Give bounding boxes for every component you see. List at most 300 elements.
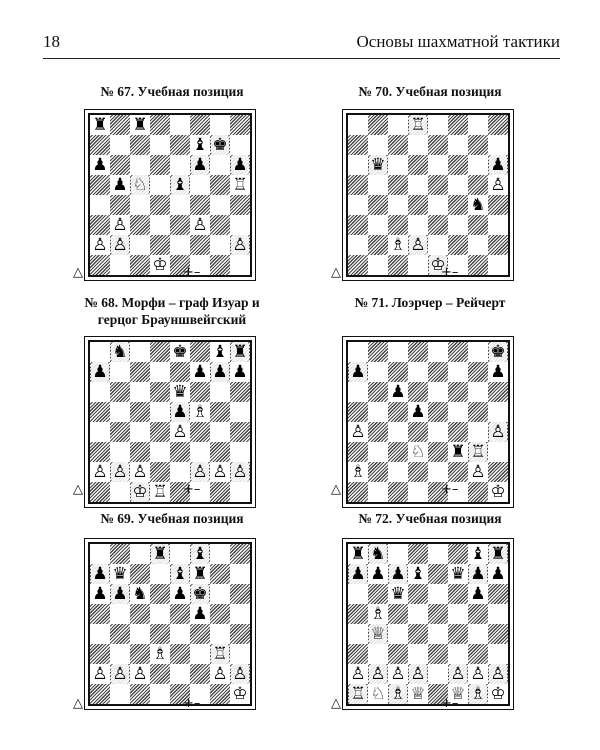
- board-square: [130, 195, 150, 215]
- board-square: [170, 155, 190, 175]
- board-square: [130, 564, 150, 584]
- diagram-title: № 72. Учебная позиция: [358, 511, 502, 526]
- board-square: [130, 342, 150, 362]
- board-square: [90, 115, 110, 135]
- board-square: [348, 564, 368, 584]
- evaluation-mark: +–: [441, 482, 459, 497]
- board-square: [210, 664, 230, 684]
- diagram-70: [300, 83, 560, 280]
- board-square: [170, 604, 190, 624]
- board-square: [150, 564, 170, 584]
- board-square: [130, 624, 150, 644]
- board-square: [428, 462, 448, 482]
- board-square: [230, 402, 250, 422]
- board-square: [190, 235, 210, 255]
- white-rook-icon: ♖: [470, 442, 486, 462]
- board-square: [150, 422, 170, 442]
- board-square: [448, 544, 468, 564]
- diagram-title: № 67. Учебная позиция: [100, 84, 244, 99]
- board-square: [230, 482, 250, 502]
- white-pawn-icon: ♙: [212, 664, 228, 684]
- white-bishop-icon: ♗: [390, 684, 406, 704]
- board-square: [408, 362, 428, 382]
- board-square: [368, 255, 388, 275]
- board-square: [428, 215, 448, 235]
- board-square: [388, 235, 408, 255]
- board-square: [210, 644, 230, 664]
- board-square: [488, 382, 508, 402]
- board-square: [150, 402, 170, 422]
- black-pawn-icon: ♟: [370, 564, 386, 584]
- black-bishop-icon: ♝: [470, 544, 486, 564]
- board-square: [110, 382, 130, 402]
- board-square: [190, 175, 210, 195]
- board-square: [230, 362, 250, 382]
- white-pawn-icon: ♙: [112, 664, 128, 684]
- board-square: [408, 442, 428, 462]
- board-square: [210, 584, 230, 604]
- board-square: [150, 195, 170, 215]
- board-square: [408, 402, 428, 422]
- white-pawn-icon: ♙: [490, 175, 506, 195]
- black-pawn-icon: ♟: [232, 362, 248, 382]
- board-square: [488, 135, 508, 155]
- board-square: [150, 175, 170, 195]
- evaluation-mark: +–: [441, 696, 459, 711]
- black-queen-icon: ♛: [370, 155, 386, 175]
- board-square: [488, 442, 508, 462]
- black-rook-icon: ♜: [450, 442, 466, 462]
- board-square: [130, 215, 150, 235]
- black-rook-icon: ♜: [350, 544, 366, 564]
- board-square: [90, 342, 110, 362]
- board-square: [110, 564, 130, 584]
- board-square: [130, 255, 150, 275]
- board-square: [110, 175, 130, 195]
- white-pawn-icon: ♙: [112, 235, 128, 255]
- board-square: [230, 195, 250, 215]
- board-square: [348, 684, 368, 704]
- board-square: [408, 255, 428, 275]
- black-bishop-icon: ♝: [410, 564, 426, 584]
- board-square: [170, 644, 190, 664]
- board-square: [210, 604, 230, 624]
- board-square: [388, 342, 408, 362]
- white-pawn-icon: ♙: [490, 422, 506, 442]
- black-pawn-icon: ♟: [212, 362, 228, 382]
- board-square: [428, 664, 448, 684]
- diagram-title: № 71. Лоэрчер – Рейчерт: [354, 295, 506, 310]
- board-square: [210, 135, 230, 155]
- white-bishop-icon: ♗: [350, 462, 366, 482]
- board-square: [110, 544, 130, 564]
- white-king-icon: ♔: [490, 482, 506, 502]
- black-pawn-icon: ♟: [410, 402, 426, 422]
- board-square: [348, 175, 368, 195]
- board-square: [448, 215, 468, 235]
- white-knight-icon: ♘: [132, 175, 148, 195]
- board-square: [170, 422, 190, 442]
- board-square: [130, 462, 150, 482]
- board-square: [130, 584, 150, 604]
- white-bishop-icon: ♗: [390, 235, 406, 255]
- board-square: [448, 362, 468, 382]
- board-square: [468, 482, 488, 502]
- board-square: [488, 624, 508, 644]
- board-square: [90, 362, 110, 382]
- board-square: [428, 624, 448, 644]
- board-square: [488, 235, 508, 255]
- board-square: [150, 584, 170, 604]
- board-square: [408, 342, 428, 362]
- board-square: [110, 215, 130, 235]
- board-square: [90, 482, 110, 502]
- board-square: [368, 584, 388, 604]
- board-square: [388, 462, 408, 482]
- white-pawn-icon: ♙: [470, 462, 486, 482]
- black-pawn-icon: ♟: [92, 155, 108, 175]
- board-square: [368, 215, 388, 235]
- board-square: [428, 235, 448, 255]
- board-square: [468, 155, 488, 175]
- board-square: [448, 604, 468, 624]
- white-pawn-icon: ♙: [410, 664, 426, 684]
- board-square: [368, 235, 388, 255]
- board-square: [468, 135, 488, 155]
- black-king-icon: ♚: [192, 584, 208, 604]
- black-bishop-icon: ♝: [172, 564, 188, 584]
- board-square: [190, 382, 210, 402]
- white-pawn-icon: ♙: [232, 462, 248, 482]
- board-square: [230, 584, 250, 604]
- white-pawn-icon: ♙: [410, 235, 426, 255]
- board-square: [368, 624, 388, 644]
- board-square: [488, 402, 508, 422]
- board-square: [468, 362, 488, 382]
- board-square: [428, 155, 448, 175]
- black-pawn-icon: ♟: [112, 175, 128, 195]
- board-square: [408, 135, 428, 155]
- white-pawn-icon: ♙: [390, 664, 406, 684]
- board-square: [368, 564, 388, 584]
- board-square: [210, 382, 230, 402]
- board-square: [488, 584, 508, 604]
- board-square: [130, 382, 150, 402]
- board-square: [130, 644, 150, 664]
- board-square: [468, 235, 488, 255]
- white-pawn-icon: ♙: [132, 462, 148, 482]
- black-pawn-icon: ♟: [92, 362, 108, 382]
- evaluation-mark: +–: [183, 265, 201, 280]
- board-square: [348, 644, 368, 664]
- board-square: [488, 644, 508, 664]
- board-square: [368, 544, 388, 564]
- white-pawn-icon: ♙: [92, 462, 108, 482]
- board-square: [408, 175, 428, 195]
- board-square: [210, 462, 230, 482]
- evaluation-mark: +–: [183, 696, 201, 711]
- board-square: [448, 195, 468, 215]
- board-square: [388, 422, 408, 442]
- board-square: [428, 644, 448, 664]
- board-square: [110, 115, 130, 135]
- board-square: [110, 255, 130, 275]
- diagram-72: [300, 510, 560, 711]
- board-square: [90, 584, 110, 604]
- diagram-69: [42, 510, 302, 711]
- board-square: [368, 664, 388, 684]
- white-bishop-icon: ♗: [370, 604, 386, 624]
- board-square: [130, 664, 150, 684]
- board-square: [388, 195, 408, 215]
- board-square: [90, 462, 110, 482]
- board-square: [230, 644, 250, 664]
- white-pawn-icon: ♙: [92, 235, 108, 255]
- board-square: [170, 115, 190, 135]
- board-square: [150, 215, 170, 235]
- chess-board: [88, 542, 252, 706]
- board-square: [150, 115, 170, 135]
- board-square: [210, 402, 230, 422]
- board-square: [348, 342, 368, 362]
- board-square: [368, 155, 388, 175]
- board-square: [488, 195, 508, 215]
- evaluation-mark: +–: [441, 265, 459, 280]
- board-square: [348, 402, 368, 422]
- white-pawn-icon: ♙: [132, 664, 148, 684]
- board-square: [408, 115, 428, 135]
- board-square: [230, 215, 250, 235]
- board-square: [130, 544, 150, 564]
- black-rook-icon: ♜: [490, 544, 506, 564]
- black-king-icon: ♚: [172, 342, 188, 362]
- board-square: [388, 684, 408, 704]
- black-pawn-icon: ♟: [172, 402, 188, 422]
- diagram-title: № 70. Учебная позиция: [358, 84, 502, 99]
- black-pawn-icon: ♟: [470, 584, 486, 604]
- board-square: [90, 624, 110, 644]
- black-queen-icon: ♛: [172, 382, 188, 402]
- board-square: [468, 255, 488, 275]
- board-square: [448, 155, 468, 175]
- board-square: [130, 604, 150, 624]
- board-square: [368, 402, 388, 422]
- board-square: [348, 482, 368, 502]
- board-square: [110, 422, 130, 442]
- board-square: [230, 422, 250, 442]
- white-king-icon: ♔: [132, 482, 148, 502]
- board-square: [348, 462, 368, 482]
- board-square: [408, 544, 428, 564]
- board-square: [388, 564, 408, 584]
- black-pawn-icon: ♟: [92, 564, 108, 584]
- board-square: [190, 584, 210, 604]
- black-rook-icon: ♜: [132, 115, 148, 135]
- board-square: [448, 115, 468, 135]
- white-pawn-icon: ♙: [470, 664, 486, 684]
- board-square: [170, 215, 190, 235]
- board-square: [408, 624, 428, 644]
- board-square: [488, 564, 508, 584]
- evaluation-mark: +–: [183, 482, 201, 497]
- board-square: [150, 684, 170, 704]
- board-square: [130, 155, 150, 175]
- board-square: [210, 442, 230, 462]
- board-square: [468, 564, 488, 584]
- board-square: [468, 195, 488, 215]
- board-square: [368, 462, 388, 482]
- board-square: [210, 564, 230, 584]
- white-bishop-icon: ♗: [152, 644, 168, 664]
- board-square: [150, 155, 170, 175]
- board-square: [408, 215, 428, 235]
- board-square: [468, 604, 488, 624]
- black-bishop-icon: ♝: [212, 342, 228, 362]
- board-square: [368, 195, 388, 215]
- to-move-marker: △: [73, 696, 83, 711]
- board-square: [348, 604, 368, 624]
- board-square: [348, 215, 368, 235]
- board-square: [170, 462, 190, 482]
- board-square: [468, 462, 488, 482]
- board-square: [210, 482, 230, 502]
- board-square: [428, 564, 448, 584]
- board-square: [190, 442, 210, 462]
- black-knight-icon: ♞: [370, 544, 386, 564]
- board-square: [170, 664, 190, 684]
- board-square: [150, 664, 170, 684]
- board-square: [348, 195, 368, 215]
- board-square: [90, 402, 110, 422]
- board-square: [388, 382, 408, 402]
- board-square: [368, 422, 388, 442]
- board-square: [488, 604, 508, 624]
- board-square: [110, 362, 130, 382]
- white-pawn-icon: ♙: [232, 664, 248, 684]
- white-knight-icon: ♘: [410, 442, 426, 462]
- board-square: [448, 402, 468, 422]
- black-pawn-icon: ♟: [490, 155, 506, 175]
- board-square: [408, 382, 428, 402]
- board-square: [230, 564, 250, 584]
- board-square: [170, 195, 190, 215]
- board-square: [368, 362, 388, 382]
- board-square: [428, 342, 448, 362]
- board-square: [408, 195, 428, 215]
- board-square: [230, 342, 250, 362]
- white-rook-icon: ♖: [152, 482, 168, 502]
- white-pawn-icon: ♙: [192, 215, 208, 235]
- board-square: [388, 135, 408, 155]
- white-rook-icon: ♖: [350, 684, 366, 704]
- board-square: [210, 255, 230, 275]
- board-square: [388, 175, 408, 195]
- board-square: [110, 442, 130, 462]
- board-square: [210, 624, 230, 644]
- black-pawn-icon: ♟: [192, 362, 208, 382]
- board-square: [488, 155, 508, 175]
- board-square: [210, 362, 230, 382]
- black-pawn-icon: ♟: [490, 362, 506, 382]
- chess-board: [88, 340, 252, 504]
- board-square: [388, 584, 408, 604]
- board-square: [388, 155, 408, 175]
- white-king-icon: ♔: [430, 255, 446, 275]
- board-square: [388, 215, 408, 235]
- board-square: [90, 684, 110, 704]
- black-pawn-icon: ♟: [390, 564, 406, 584]
- board-square: [110, 482, 130, 502]
- board-square: [408, 584, 428, 604]
- board-square: [190, 462, 210, 482]
- board-square: [428, 584, 448, 604]
- board-square: [110, 624, 130, 644]
- board-square: [110, 584, 130, 604]
- board-square: [488, 175, 508, 195]
- board-square: [408, 235, 428, 255]
- board-square: [150, 482, 170, 502]
- board-square: [428, 195, 448, 215]
- board-square: [230, 544, 250, 564]
- board-square: [130, 135, 150, 155]
- board-square: [130, 684, 150, 704]
- board-square: [388, 442, 408, 462]
- white-king-icon: ♔: [232, 684, 248, 704]
- board-square: [230, 462, 250, 482]
- white-queen-icon: ♕: [370, 624, 386, 644]
- board-square: [90, 422, 110, 442]
- board-square: [110, 684, 130, 704]
- to-move-marker: △: [331, 482, 341, 497]
- board-square: [110, 195, 130, 215]
- board-square: [150, 342, 170, 362]
- board-square: [468, 644, 488, 664]
- white-king-icon: ♔: [152, 255, 168, 275]
- black-pawn-icon: ♟: [470, 564, 486, 584]
- board-square: [210, 342, 230, 362]
- board-square: [210, 175, 230, 195]
- black-knight-icon: ♞: [112, 342, 128, 362]
- chess-board: [346, 113, 510, 277]
- board-square: [190, 135, 210, 155]
- white-pawn-icon: ♙: [350, 422, 366, 442]
- board-square: [468, 382, 488, 402]
- board-square: [348, 624, 368, 644]
- white-rook-icon: ♖: [410, 115, 426, 135]
- chess-board: [346, 340, 510, 504]
- black-rook-icon: ♜: [232, 342, 248, 362]
- board-square: [348, 544, 368, 564]
- board-square: [468, 215, 488, 235]
- black-knight-icon: ♞: [470, 195, 486, 215]
- diagram-title: № 68. Морфи – граф Изуар и герцог Брауншвейгский: [84, 295, 260, 327]
- board-square: [488, 362, 508, 382]
- board-square: [488, 684, 508, 704]
- board-square: [368, 175, 388, 195]
- board-square: [170, 624, 190, 644]
- board-square: [348, 382, 368, 402]
- board-square: [448, 462, 468, 482]
- board-square: [210, 155, 230, 175]
- board-square: [230, 624, 250, 644]
- board-square: [488, 482, 508, 502]
- board-square: [190, 195, 210, 215]
- board-square: [90, 664, 110, 684]
- board-square: [388, 482, 408, 502]
- board-square: [130, 115, 150, 135]
- board-square: [348, 362, 368, 382]
- board-square: [448, 644, 468, 664]
